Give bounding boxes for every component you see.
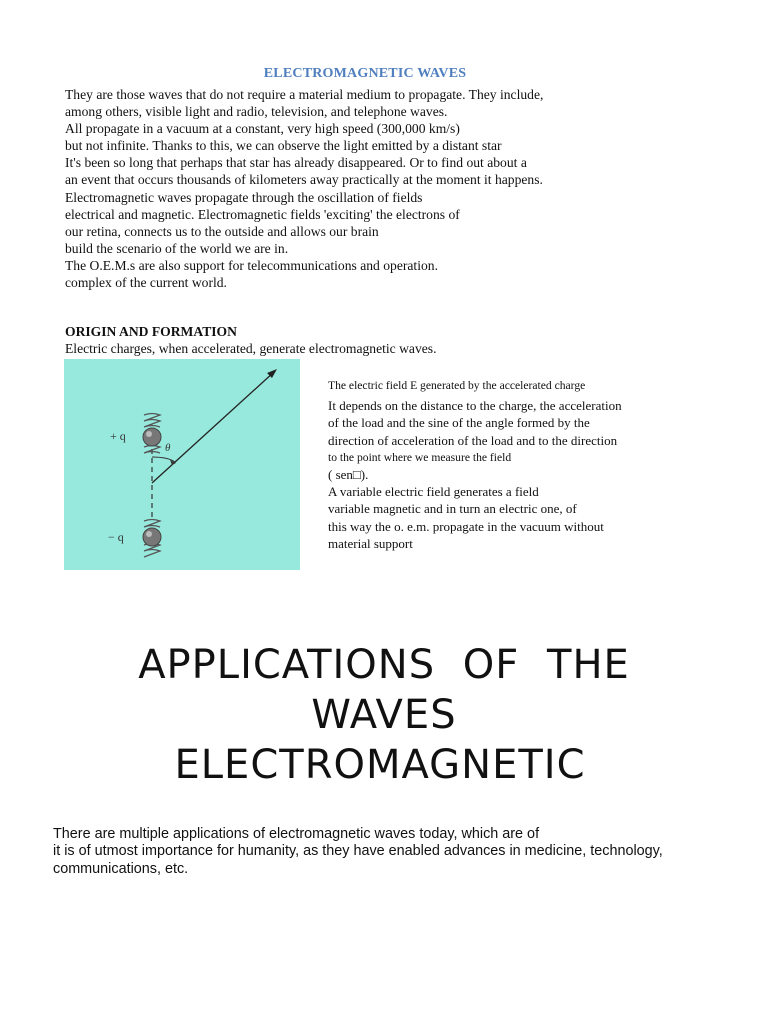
applications-title-line: APPLICATIONS OF THE bbox=[138, 642, 630, 688]
intro-line: Electromagnetic waves propagate through the oscillation of fields bbox=[65, 189, 423, 205]
field-line: material support bbox=[328, 535, 413, 551]
applications-title-line: ELECTROMAGNETIC bbox=[174, 742, 586, 788]
positive-charge-highlight bbox=[146, 431, 152, 437]
field-direction-line bbox=[152, 372, 274, 483]
intro-line: but not infinite. Thanks to this, we can observe the light emitted by a distant star bbox=[65, 138, 502, 154]
document-title: ELECTROMAGNETIC WAVES bbox=[263, 66, 467, 81]
field-line: A variable electric field generates a field bbox=[328, 484, 539, 500]
field-explanation bbox=[328, 377, 622, 552]
field-line: direction of acceleration of the load and to the direction bbox=[328, 432, 618, 448]
top-spring-icon bbox=[144, 414, 160, 428]
applications-title bbox=[0, 640, 768, 790]
applications-line: it is of utmost importance for humanity, as they have enabled advances in medicine, technology, bbox=[53, 843, 663, 860]
field-line-small: to the point where we measure the field bbox=[328, 450, 512, 464]
field-line: of the load and the sine of the angle formed by the bbox=[328, 415, 590, 431]
intro-line: build the scenario of the world we are in. bbox=[65, 240, 289, 256]
intro-line: an event that occurs thousands of kilometers away practically at the moment it happens. bbox=[65, 172, 543, 188]
negative-charge-highlight bbox=[146, 531, 152, 537]
negative-charge-ball bbox=[143, 528, 161, 546]
applications-line: There are multiple applications of electromagnetic waves today, which are of bbox=[53, 826, 540, 842]
applications-paragraph bbox=[53, 826, 663, 878]
charge-diagram bbox=[64, 359, 300, 570]
intro-line: complex of the current world. bbox=[65, 275, 227, 291]
intro-line: electrical and magnetic. Electromagnetic fields 'exciting' the electrons of bbox=[65, 206, 460, 222]
field-formula: ( sen□). bbox=[328, 467, 369, 483]
bottom-spring-icon bbox=[144, 520, 160, 528]
intro-line: They are those waves that do not require a material medium to propagate. They include, bbox=[65, 87, 544, 102]
field-line: variable magnetic and in turn an electric one, of bbox=[328, 501, 577, 517]
intro-line: All propagate in a vacuum at a constant, very high speed (300,000 km/s) bbox=[65, 121, 460, 137]
intro-line: The O.E.M.s are also support for telecommunications and operation. bbox=[65, 257, 438, 273]
applications-line: communications, etc. bbox=[53, 860, 189, 877]
field-line: this way the o. e.m. propagate in the vacuum without bbox=[328, 518, 604, 534]
origin-heading: ORIGIN AND FORMATION bbox=[65, 324, 237, 339]
charge-diagram-figure bbox=[64, 359, 300, 570]
origin-subtitle: Electric charges, when accelerated, generate electromagnetic waves. bbox=[65, 341, 437, 356]
plus-q-label: + q bbox=[110, 429, 126, 443]
field-heading: The electric field E generated by the accelerated charge bbox=[328, 379, 586, 392]
minus-q-label: − q bbox=[108, 530, 124, 544]
intro-line: among others, visible light and radio, television, and telephone waves. bbox=[65, 104, 448, 120]
intro-line: It's been so long that perhaps that star has already disappeared. Or to find out about a bbox=[65, 155, 527, 171]
intro-line: our retina, connects us to the outside and allows our brain bbox=[65, 223, 379, 239]
applications-title-line: WAVES bbox=[311, 692, 457, 738]
positive-charge-ball bbox=[143, 428, 161, 446]
field-line: It depends on the distance to the charge, the acceleration bbox=[328, 398, 622, 414]
intro-paragraph bbox=[65, 86, 543, 291]
theta-label: θ bbox=[165, 442, 171, 454]
